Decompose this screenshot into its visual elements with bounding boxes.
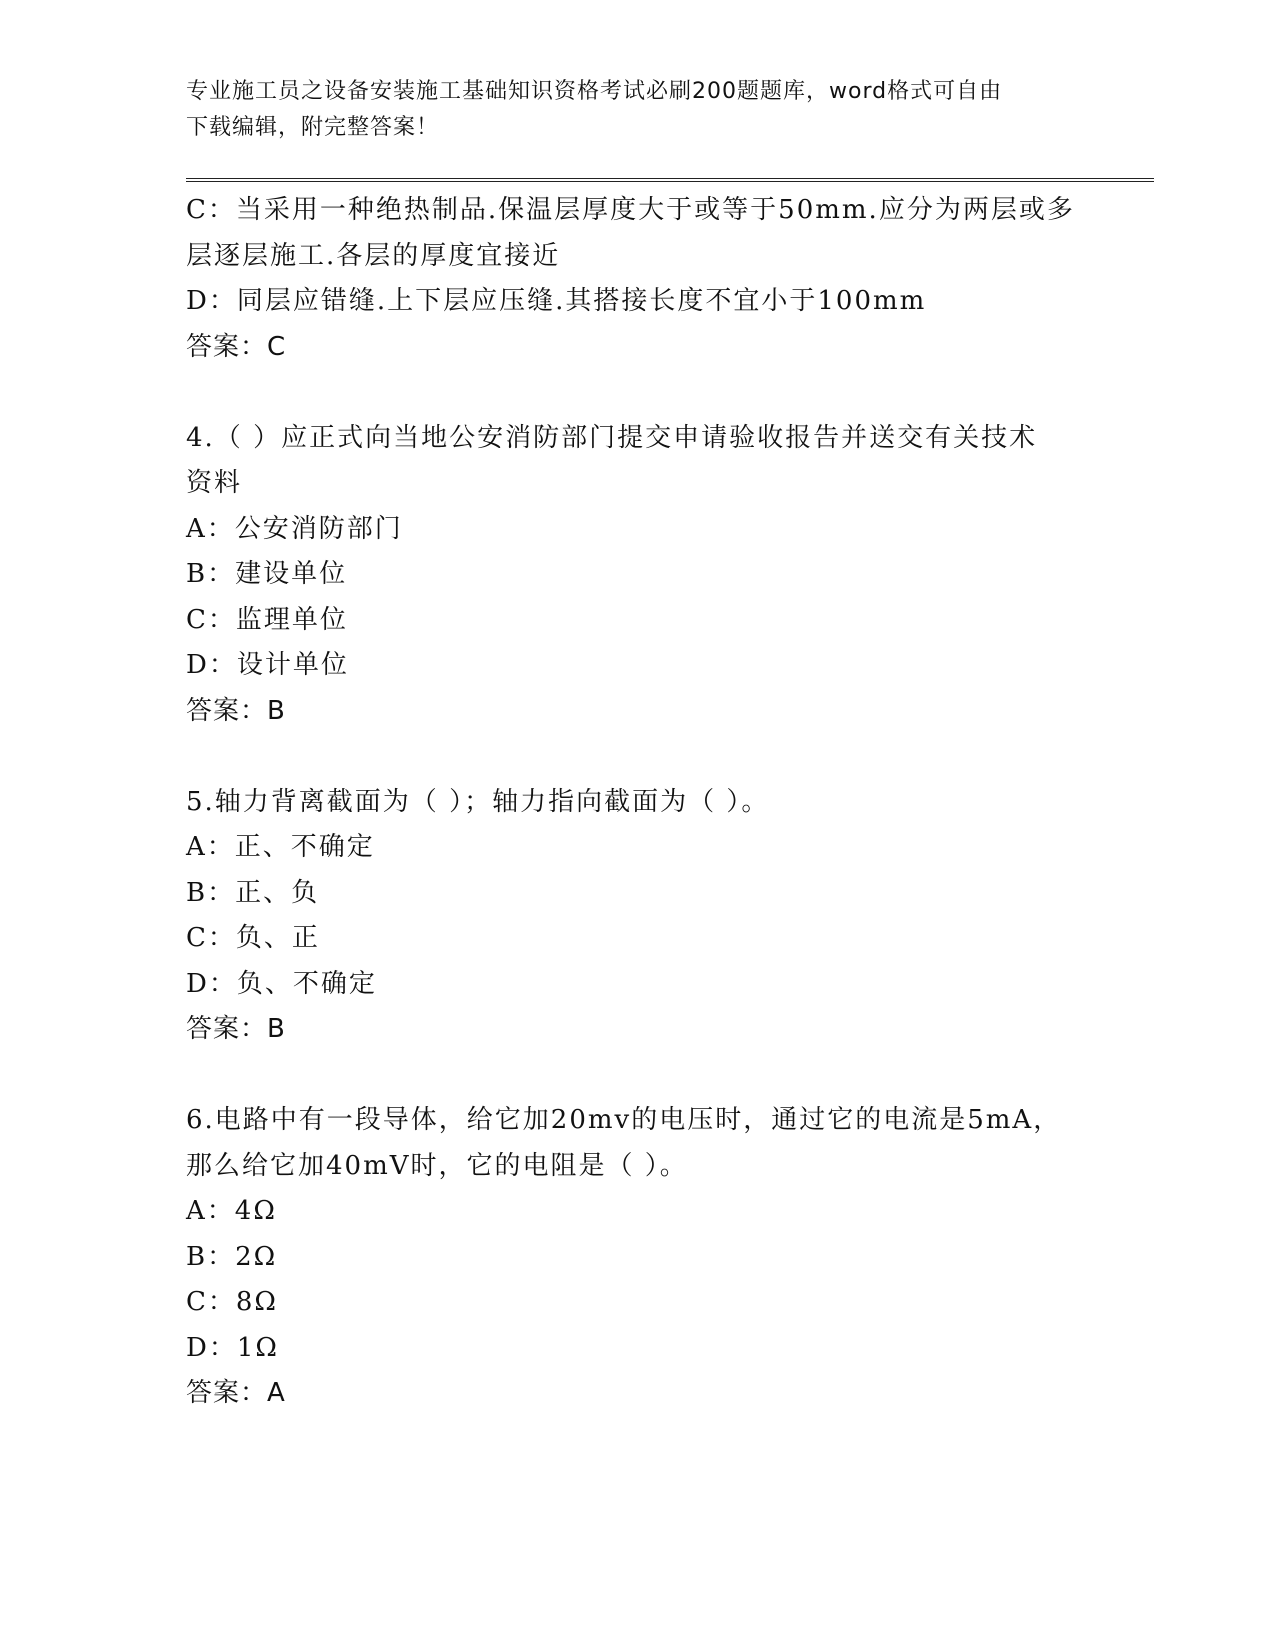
option-d: D：同层应错缝.上下层应压缝.其搭接长度不宜小于100mm — [186, 286, 927, 316]
option-c: C：8Ω — [186, 1287, 278, 1317]
spacer — [186, 1053, 1146, 1099]
question-text: 5.轴力背离截面为（ ）；轴力指向截面为（ ）。 — [186, 786, 770, 817]
option-d: D：1Ω — [186, 1332, 279, 1363]
option-b: B：2Ω — [186, 1241, 278, 1272]
option-b: B：正、负 — [186, 877, 320, 908]
option-a: A：公安消防部门 — [186, 513, 403, 544]
question-text-continued: 那么给它加40mV时，它的电阻是（ ）。 — [186, 1150, 688, 1181]
option-a: A：正、不确定 — [186, 832, 375, 862]
question-3-tail — [186, 188, 1146, 370]
answer-label: 答案：B — [186, 695, 286, 726]
document-header — [186, 74, 1086, 146]
option-b: B：建设单位 — [186, 559, 348, 589]
option-a: A：4Ω — [186, 1196, 277, 1226]
option-d: D：负、不确定 — [186, 968, 377, 999]
header-divider — [186, 178, 1154, 182]
question-4 — [186, 416, 1146, 735]
question-text: 4.（ ）应正式向当地公安消防部门提交申请验收报告并送交有关技术 — [186, 422, 1038, 453]
option-c-continued: 层逐层施工.各层的厚度宜接近 — [186, 240, 561, 271]
question-6 — [186, 1098, 1146, 1417]
option-d: D：设计单位 — [186, 650, 349, 680]
option-c: C：负、正 — [186, 923, 320, 953]
question-text-continued: 资料 — [186, 468, 243, 498]
header-title-line-2: 下载编辑，附完整答案！ — [186, 115, 440, 140]
question-text: 6.电路中有一段导体，给它加20mv的电压时，通过它的电流是5mA， — [186, 1105, 1062, 1135]
spacer — [186, 734, 1146, 780]
header-title-line-1: 专业施工员之设备安装施工基础知识资格考试必刷200题题库，word格式可自由 — [186, 79, 1003, 104]
question-list — [186, 188, 1146, 1417]
question-5 — [186, 780, 1146, 1053]
answer-label: 答案：A — [186, 1378, 286, 1408]
answer-label: 答案：B — [186, 1014, 286, 1044]
spacer — [186, 370, 1146, 416]
option-c: C：当采用一种绝热制品.保温层厚度大于或等于50mm.应分为两层或多 — [186, 195, 1075, 225]
option-c: C：监理单位 — [186, 604, 348, 635]
answer-label: 答案：C — [186, 331, 287, 362]
